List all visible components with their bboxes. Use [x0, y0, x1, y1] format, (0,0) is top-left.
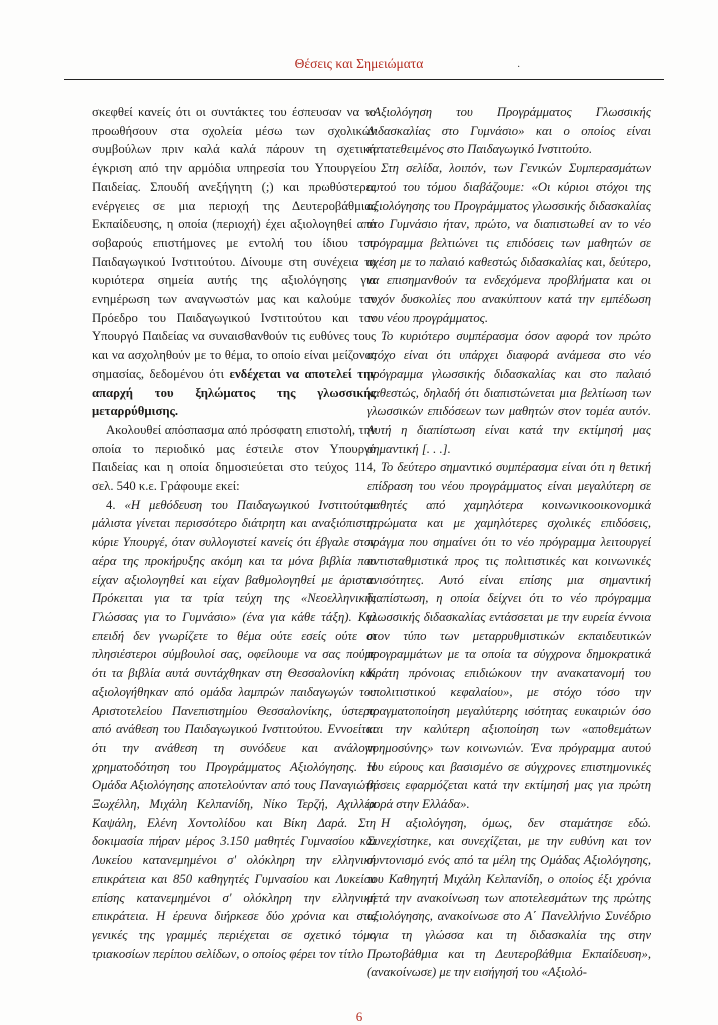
paragraph: Ακολουθεί απόσπασμα από πρόσφατη επιστολή, την οποία το περιοδικό μας έστειλε στον Υπουργό Παιδείας και η οποία δημοσιεύεται στο τεύχος 114, σελ. 540 κ.ε. Γράφουμε εκεί:	[92, 422, 376, 494]
header-mark: ·	[517, 62, 521, 73]
paragraph: Το κυριότερο συμπέρασμα όσον αφορά τον πρώτο στόχο είναι ότι υπάρχει διαφορά ανάμεσα στο νέο πρόγραμμα γλωσσικής διδασκαλίας και στο παλαιό καθεστώς, δηλαδή ότι διαπιστώνεται μια βελτίωση των γλωσσικών επιδόσεων των μαθητών στον τομέα αυτόν. Αυτή η διαπίστωση είναι κατά την εκτίμησή μας σημαντική [. . .].	[367, 329, 651, 456]
item-number: 4.	[106, 497, 125, 512]
right-column	[367, 103, 651, 1003]
paragraph: Το δεύτερο σημαντικό συμπέρασμα είναι ότι η θετική επίδραση του νέου προγράμματος είναι μεγαλύτερη σε μαθητές από χαμηλότερα κοινωνικοοικονομικά στρώματα και με χαμηλότερες σχολικές επιδόσεις, πράγμα που σημαίνει ότι το νέο πρόγραμμα λειτουργεί αντισταθμιστικά προς τις πολιτιστικές και κοινωνικές ανισότητες. Αυτό είναι επίσης μια σημαντική διαπίστωση, η οποία δείχνει ότι το νέο πρόγραμμα γλωσσικής διδασκαλίας εντάσσεται με την ευρεία έννοια στον τύπο των μεταρρυθμιστικών εκπαιδευτικών προγραμμάτων με τα οποία τα σύγχρονα δημοκρατικά Κράτη πρόνοιας επιδιώκουν την ανακατανομή του «πολιτιστικού κεφαλαίου», με στόχο τόσο την πραγματοποίηση μεγαλύτερης ισότητας ευκαιριών όσο και την καλύτερη αξιοποίηση των «αποθεμάτων νοημοσύνης» των κοινωνιών. Ένα πρόγραμμα αυτού του εύρους και βασισμένο σε σύγχρονες επιστημονικές βάσεις εφαρμόζεται κατά την εκτίμησή μας για πρώτη φορά στην Ελλάδα».	[367, 460, 651, 812]
paragraph: Στη σελίδα, λοιπόν, των Γενικών Συμπερασμάτων αυτού του τόμου διαβάζουμε: «Οι κύριοι στόχοι της αξιολόγησης του Προγράμματος γλωσσικής διδασκαλίας στο Γυμνάσιο ήταν, πρώτο, να διαπιστωθεί αν το νέο πρόγραμμα βελτιώνει τις επιδόσεις των μαθητών σε σχέση με το παλαιό καθεστώς διδασκαλίας και, δεύτερο, να επισημανθούν τα ενδεχόμενα προβλήματα και οι τυχόν δυσκολίες που ανακύπτουν κατά την εμπέδωση του νέου προγράμματος.	[367, 161, 651, 325]
left-column	[92, 103, 376, 1003]
page-number: 6	[355, 1009, 363, 1024]
paragraph	[92, 103, 376, 421]
bold-emphasis: ενδέχεται να αποτελεί την απαρχή του ξηλώματος της γλωσσικής μεταρρύθμισης.	[92, 366, 376, 419]
section-title: Θέσεις και Σημειώματα	[294, 56, 424, 71]
quoted-letter: «Η μεθόδευση του Παιδαγωγικού Ινστιτούτου μάλιστα γίνεται περισσότερο διάτρητη και αναξιόπιστη, κύριε Υπουργέ, όταν συλλογιστεί κανείς ότι έβγαλε στον αέρα της προκήρυξης ακόμη και τα μόνα βιβλία που είχαν αξιολογηθεί και είχαν βαθμολογηθεί με άριστα. Πρόκειται για τα τρία τεύχη της «Νεοελληνικής Γλώσσας για το Γυμνάσιο» (ένα για κάθε τάξη). Και επειδή δεν γνωρίζετε το θέμα ούτε εσείς ούτε οι πλησιέστεροι σύμβουλοί σας, οφείλουμε να σας πούμε ότι τα βιβλία αυτά συντάχθηκαν στη Θεσσαλονίκη και αξιολογήθηκαν από ομάδα λαμπρών παιδαγωγών του Αριστοτελείου Πανεπιστημίου Θεσσαλονίκης, ύστερα από ανάθεση του Παιδαγωγικού Ινστιτούτου. Εννοείται ότι την ανάθεση τη συνόδευε και ανάλογη χρηματοδότηση του Προγράμματος Αξιολόγησης. Η Ομάδα Αξιολόγησης αποτελούνταν από τους Παναγιώτη Ξωχέλλη, Μιχάλη Κελπανίδη, Νίκο Τερζή, Αχιλλέα Καψάλη, Ελένη Χοντολίδου και Βίκη Δαρά. Στη δοκιμασία πήραν μέρος 3.150 μαθητές Γυμνασίου και Λυκείου κατανεμημένοι σ' ολόκληρη την ελληνική επικράτεια και 850 καθηγητές Γυμνασίου και Λυκείου επίσης κατανεμημένοι σ' ολόκληρη την ελληνική επικράτεια. Η έρευνα διήρκεσε δύο χρόνια και στις γενικές της γραμμές περιέχεται σε σχετικό τόμο τριακοσίων περίπου σελίδων, ο οποίος φέρει τον τίτλο	[92, 497, 376, 961]
paragraph-text: σκεφθεί κανείς ότι οι συντάκτες του έσπευσαν να το προωθήσουν στα σχολεία μέσω των σχολικών συμβούλων πριν καλά καλά πάρουν τη σχετική έγκριση από την αρμόδια υπηρεσία του Υπουργείου Παιδείας. Σπουδή ανεξήγητη (;) και πρωθύστερες ενέργειες σε μια περιοχή της Δευτεροβάθμιας Εκπαίδευσης, η οποία (περιοχή) έχει αξιολογηθεί από σοβαρούς επιστήμονες με εντολή του ίδιου του Παιδαγωγικού Ινστιτούτου. Δίνουμε στη συνέχεια τα κυριότερα σημεία αυτής της αξιολόγησης για ενημέρωση των αναγνωστών μας και καλούμε τον Πρόεδρο του Παιδαγωγικού Ινστιτούτου και τον Υπουργό Παιδείας να συναισθανθούν τις ευθύνες τους και να ασχοληθούν με το θέμα, το οποίο είναι μείζονος σημασίας, δεδομένου ότι	[92, 105, 376, 381]
header-rule	[64, 79, 664, 80]
paragraph: Η αξιολόγηση, όμως, δεν σταμάτησε εδώ. Συνεχίστηκε, και συνεχίζεται, με την ευθύνη και τον συντονισμό ενός από τα μέλη της Ομάδας Αξιολόγησης, του Καθηγητή Μιχάλη Κελπανίδη, ο οποίος έξι χρόνια μετά την ανακοίνωση των αποτελεσμάτων της πρώτης αξιολόγησης, ανακοίνωσε στο Α΄ Πανελλήνιο Συνέδριο «για τη γλώσσα και τη διδασκαλία της στην Πρωτοβάθμια και τη Δευτεροβάθμια Εκπαίδευση», (ανακοίνωσε) με την εισήγησή του «Αξιολό-	[367, 815, 651, 980]
paragraph: «Αξιολόγηση του Προγράμματος Γλωσσικής Διδασκαλίας στο Γυμνάσιο» και ο οποίος είναι κατατεθειμένος στο Παιδαγωγικό Ινστιτούτο.	[367, 105, 651, 157]
paragraph	[92, 496, 376, 964]
